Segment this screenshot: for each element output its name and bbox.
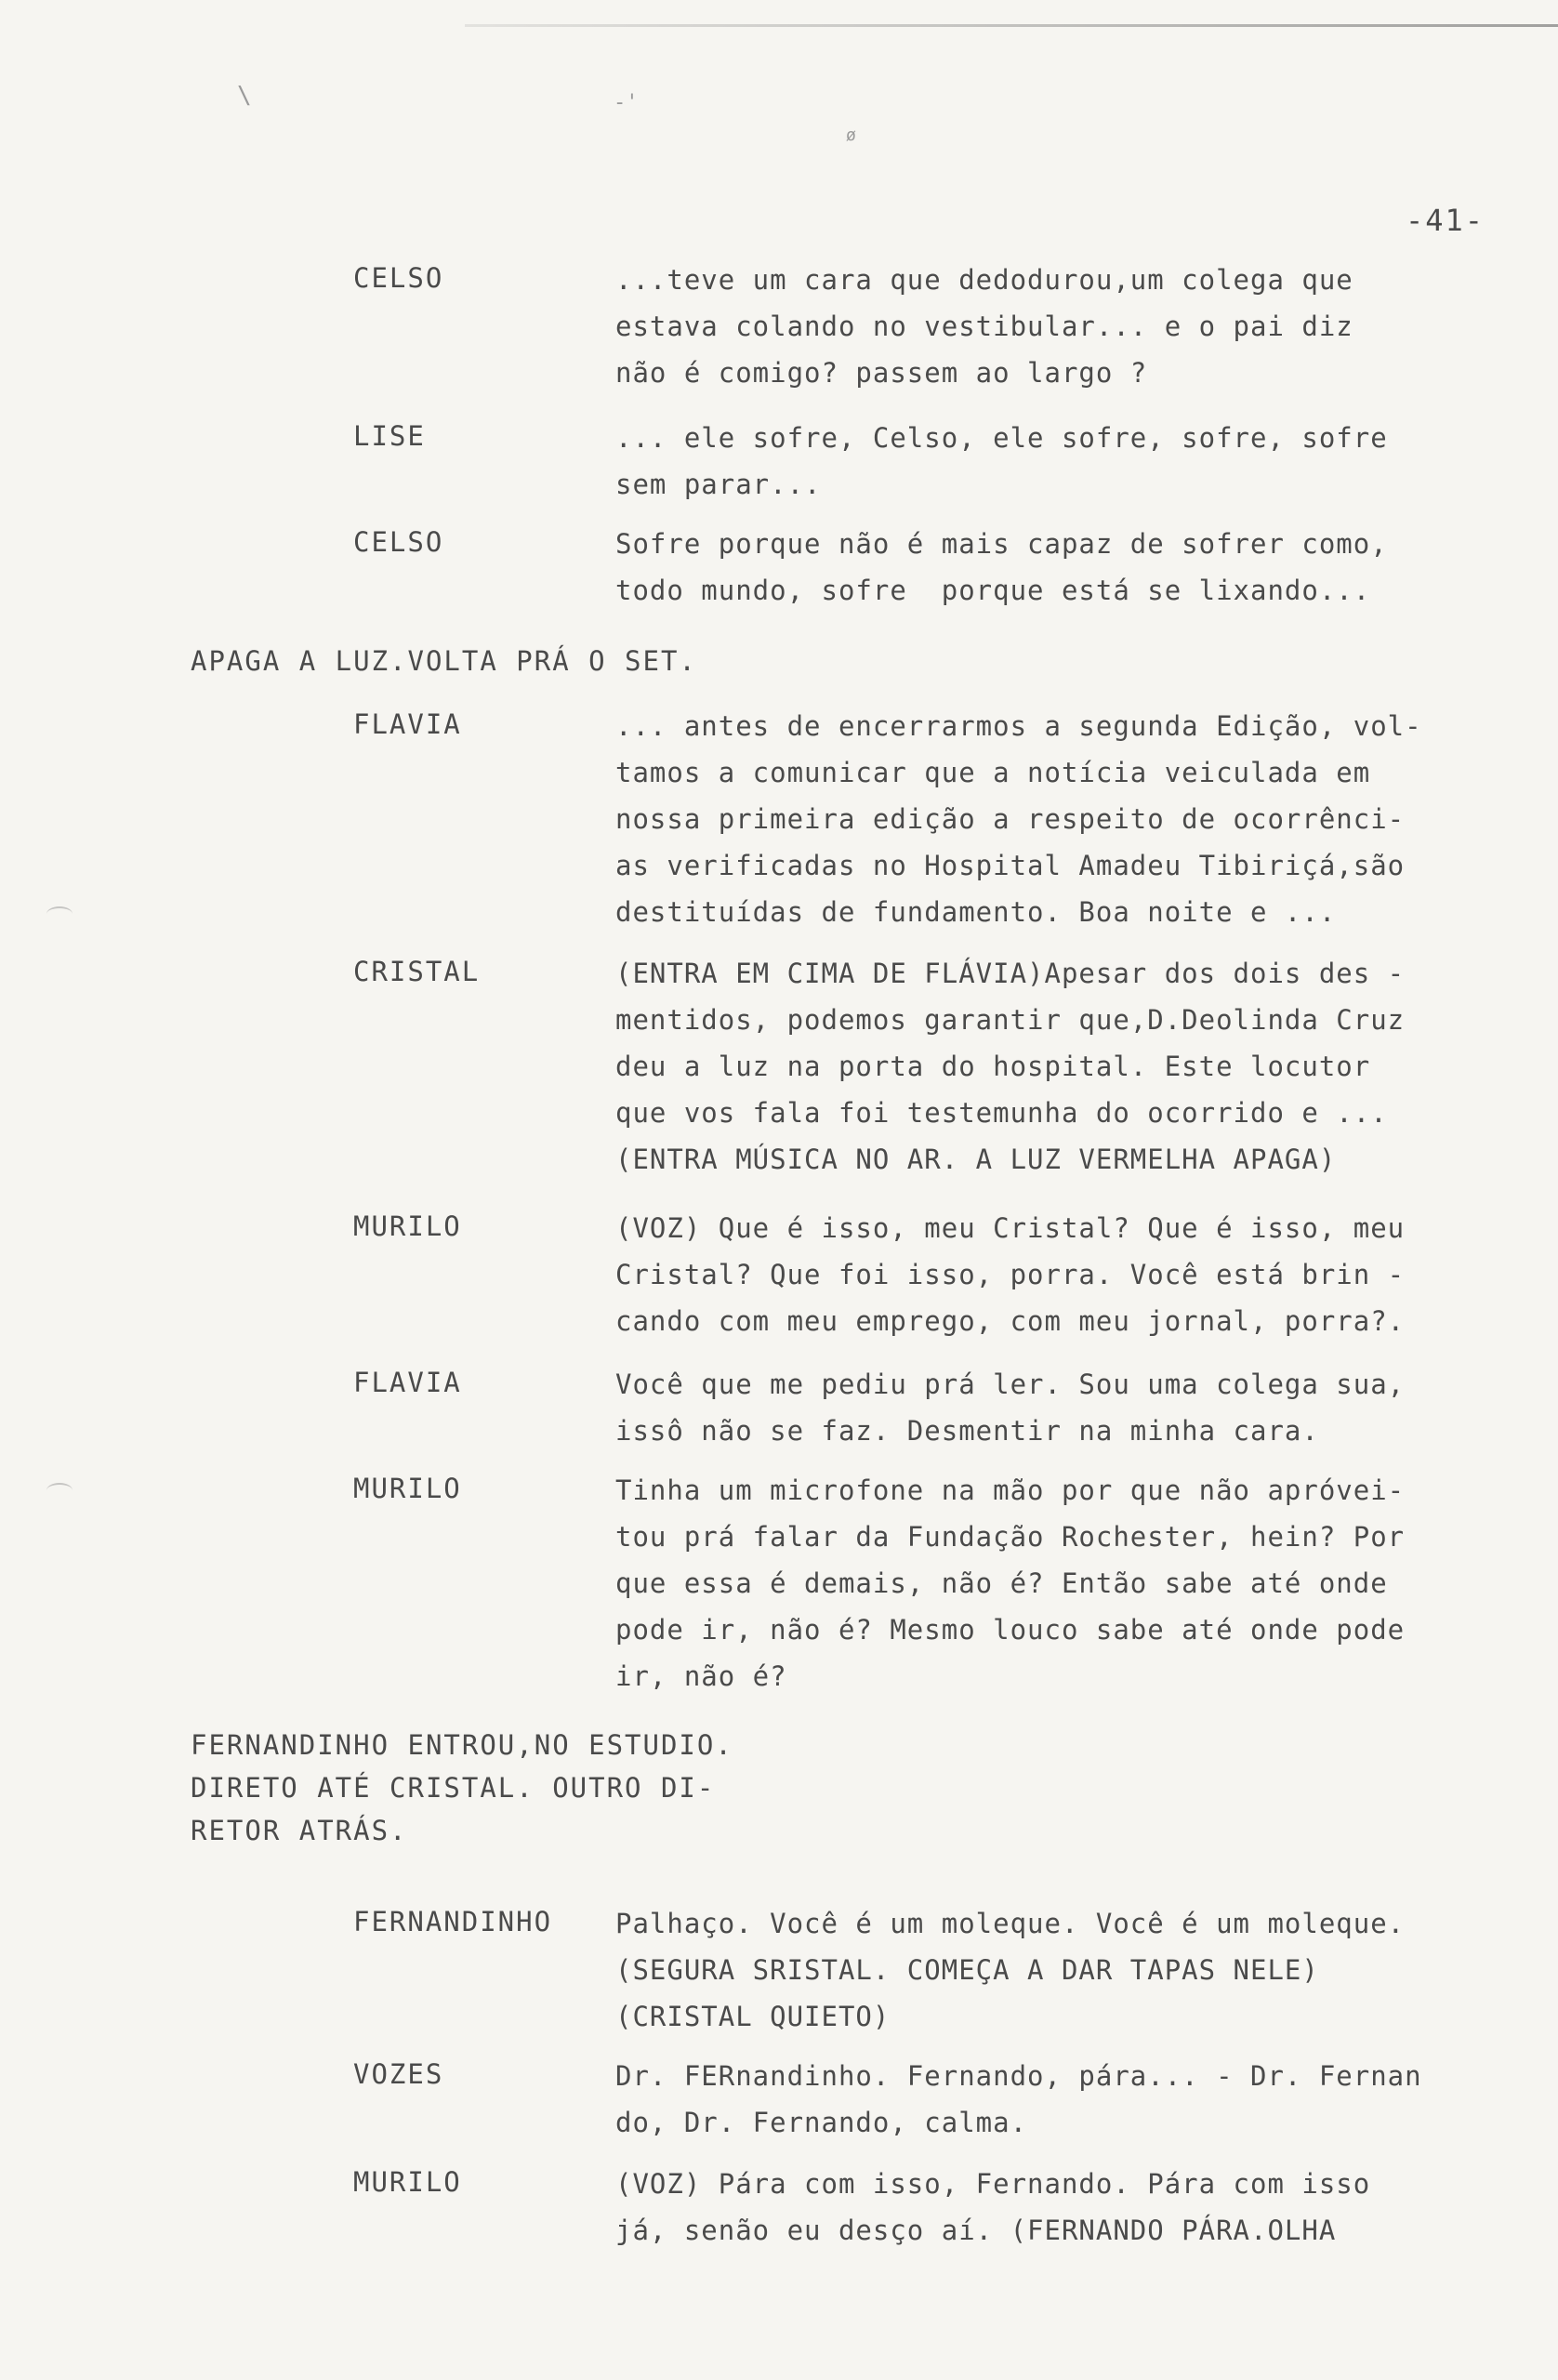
speaker-name: MURILO [353,1210,462,1242]
dialogue-text: Palhaço. Você é um moleque. Você é um moleque. (SEGURA SRISTAL. COMEÇA A DAR TAPAS NELE) (CRISTAL QUIETO) [615,1908,1406,2032]
punch-hole-mark [46,1483,73,1498]
scan-edge-line [465,24,1558,27]
scan-smudge: -' [614,91,639,114]
dialogue-text: (VOZ) Pára com isso, Fernando. Pára com isso já, senão eu desço aí. (FERNANDO PÁRA.OLHA [615,2168,1371,2246]
dialogue-text: Tinha um microfone na mão por que não apróvei- tou prá falar da Fundação Rochester, hein? Por que essa é demais, não é? Então sabe até onde pode ir, não é? Mesmo louco sabe até onde pode ir, não é? [615,1474,1406,1692]
dialogue-text: ... antes de encerrarmos a segunda Edição, vol- tamos a comunicar que a notícia veiculada em nossa primeira edição a respeito de ocorrênci- as verificadas no Hospital Amadeu Tibiriçá,são destituídas de fundamento. Boa noite e ... [615,710,1422,928]
dialogue-text: (VOZ) Que é isso, meu Cristal? Que é isso, meu Cristal? Que foi isso, porra. Você está brin - cando com meu emprego, com meu jornal, porra?. [615,1212,1406,1337]
dialogue-text: (ENTRA EM CIMA DE FLÁVIA)Apesar dos dois des - mentidos, podemos garantir que,D.Deolinda Cruz deu a luz na porta do hospital. Este locutor que vos fala foi testemunha do ocorrido e ... (ENTRA MÚSICA NO AR. A LUZ VERMELHA APAGA) [615,958,1406,1175]
speaker-name: LISE [353,420,426,452]
speaker-name: FLAVIA [353,708,462,740]
stage-direction: APAGA A LUZ.VOLTA PRÁ O SET. [191,645,697,677]
speaker-name: FERNANDINHO [353,1906,553,1937]
dialogue-text: ... ele sofre, Celso, ele sofre, sofre, sofre sem parar... [615,422,1388,500]
scan-smudge: ø [846,126,856,145]
scan-smudge: \ [237,82,252,110]
stage-direction: FERNANDINHO ENTROU,NO ESTUDIO. DIRETO ATÉ CRISTAL. OUTRO DI- RETOR ATRÁS. [191,1729,733,1846]
speaker-name: FLAVIA [353,1367,462,1398]
page-number: -41- [1406,203,1485,238]
speaker-name: MURILO [353,1473,462,1504]
speaker-name: CRISTAL [353,956,481,987]
dialogue-text: Dr. FERnandinho. Fernando, pára... - Dr. Fernan do, Dr. Fernando, calma. [615,2060,1422,2138]
dialogue-text: Sofre porque não é mais capaz de sofrer como, todo mundo, sofre porque está se lixando... [615,528,1388,606]
speaker-name: VOZES [353,2058,444,2090]
punch-hole-mark [46,906,73,921]
speaker-name: CELSO [353,526,444,558]
dialogue-text: ...teve um cara que dedodurou,um colega que estava colando no vestibular... e o pai diz não é comigo? passem ao largo ? [615,264,1353,389]
speaker-name: CELSO [353,262,444,294]
speaker-name: MURILO [353,2166,462,2198]
dialogue-text: Você que me pediu prá ler. Sou uma colega sua, issô não se faz. Desmentir na minha cara. [615,1368,1406,1447]
